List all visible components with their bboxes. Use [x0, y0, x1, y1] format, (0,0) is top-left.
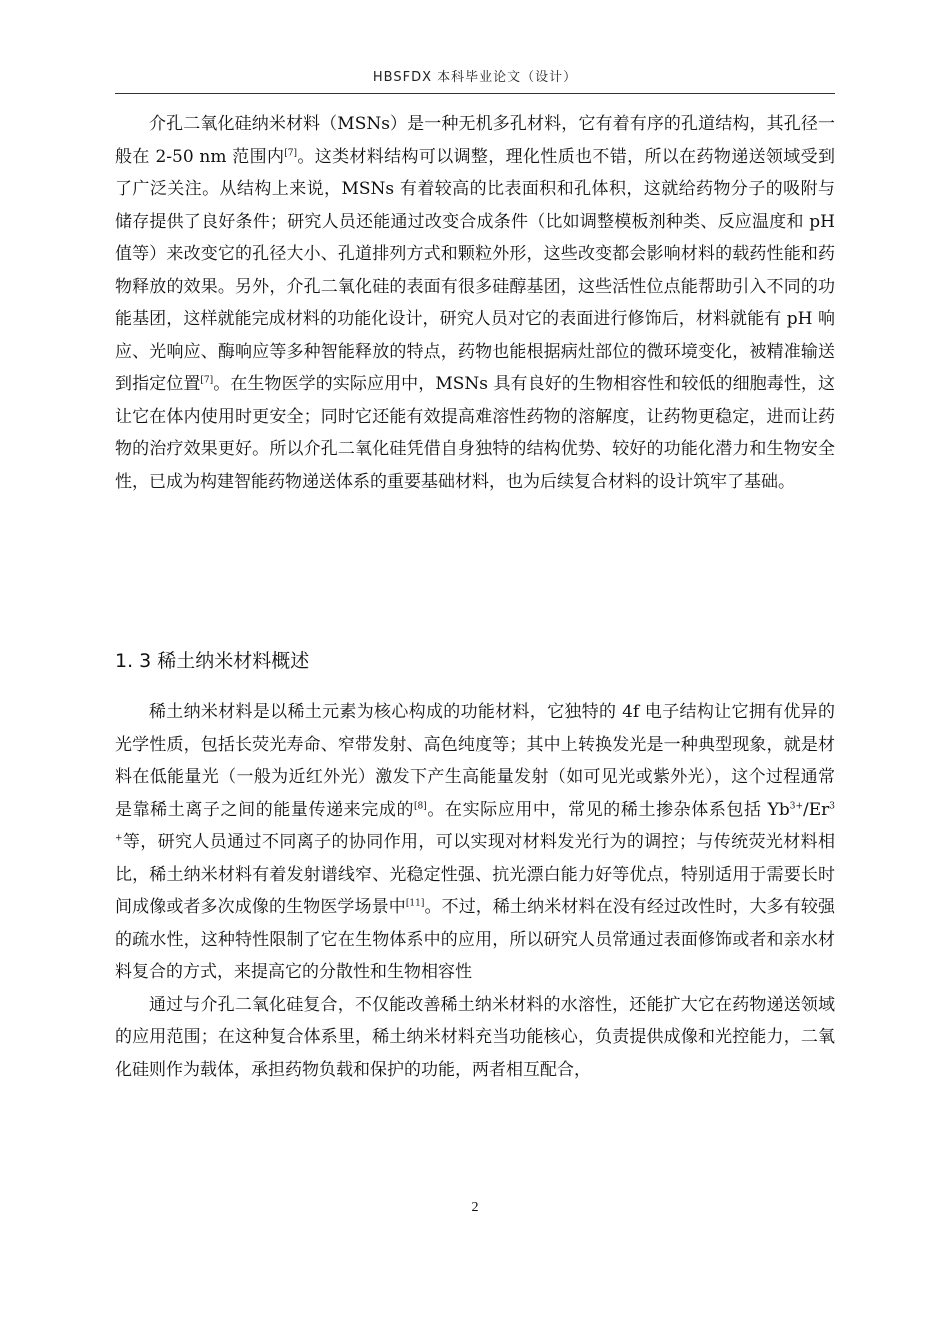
- text-run: 。不过，稀土纳米材料在没有经过改性时，大多有较强的疏水性，这种特性限制了它在生物体系中的应用，所以研究人员常通过表面修饰或者和亲水材料复合的方式，来提高它的分散性和生物相容性: [115, 897, 836, 982]
- running-header: HBSFDX 本科毕业论文（设计）: [372, 70, 578, 85]
- paragraph-text: [115, 108, 835, 498]
- citation: [8]: [414, 800, 427, 811]
- paragraph-composite: 通过与介孔二氧化硅复合，不仅能改善稀土纳米材料的水溶性，还能扩大它在药物递送领域的应用范围；在这种复合体系里，稀土纳米材料充当功能核心，负责提供成像和光控能力，二氧化硅则作为载体，承担药物负载和保护的功能，两者相互配合，: [115, 994, 835, 1080]
- citation: [7]: [200, 375, 214, 386]
- paragraph-rare-earth: [115, 696, 835, 1086]
- citation: [7]: [284, 147, 298, 158]
- text-run: 。这类材料结构可以调整，理化性质也不错，所以在药物递送领域受到了广泛关注。从结构上来说，MSNs 有着较高的比表面积和孔体积，这就给药物分子的吸附与储存提供了良好条件；研究人员还能通过改变合成条件（比如调整模板剂种类、反应温度和 pH 值等）来改变它的孔径大小、孔道排列方式和颗粒外形，这些改变都会影响材料的载药性能和药物释放的效果。另外，介孔二氧化硅的表面有很多硅醇基团，这些活性位点能帮助引入不同的功能基团，这样就能完成材料的功能化设计，研究人员对它的表面进行修饰后，材料就能有 pH 响应、光响应、酶响应等多种智能释放的特点，药物也能根据病灶部位的微环境变化，被精准输送到指定位置: [115, 146, 835, 394]
- text-run: 介孔二氧化硅纳米材料（MSNs）是一种无机多孔材料，它有着有序的孔道结构，其孔径一般在 2-50 nm 范围内: [115, 114, 835, 167]
- header-divider: [115, 93, 835, 94]
- text-run: 稀土纳米材料是以稀土元素为核心构成的功能材料，它独特的 4f 电子结构让它拥有优异的光学性质，包括长荧光寿命、窄带发射、高色纯度等；其中上转换发光是一种典型现象，就是材料在低能量光（一般为近红外光）激发下产生高能量发射（如可见光或紫外光），这个过程通常是靠稀土离子之间的能量传递来完成的: [115, 702, 835, 820]
- paragraph-text: [115, 696, 835, 989]
- text-run: 等，研究人员通过不同离子的协同作用，可以实现对材料发光行为的调控；与传统荧光材料相比，稀土纳米材料有着发射谱线窄、光稳定性强、抗光漂白能力好等优点，特别适用于需要长时间成像或者多次成像的生物医学场景中: [115, 832, 835, 917]
- ion-charge: 3+: [789, 800, 803, 811]
- text-run: 。在实际应用中，常见的稀土掺杂体系包括 Yb: [426, 799, 790, 820]
- section-heading: 1. 3 稀土纳米材料概述: [115, 650, 310, 672]
- page-number: 2: [471, 1200, 479, 1215]
- text-run: /Er: [803, 799, 830, 820]
- paragraph-msns: [115, 108, 835, 498]
- text-run: 。在生物医学的实际应用中，MSNs 具有良好的生物相容性和较低的细胞毒性，这让它在体内使用时更安全；同时它还能有效提高难溶性药物的溶解度，让药物更稳定，进而让药物的治疗效果更好。所以介孔二氧化硅凭借自身独特的结构优势、较好的功能化潜力和生物安全性，已成为构建智能药物递送体系的重要基础材料，也为后续复合材料的设计筑牢了基础。: [115, 374, 836, 492]
- citation: [11]: [405, 898, 425, 909]
- ion-charge: 3+: [115, 800, 835, 844]
